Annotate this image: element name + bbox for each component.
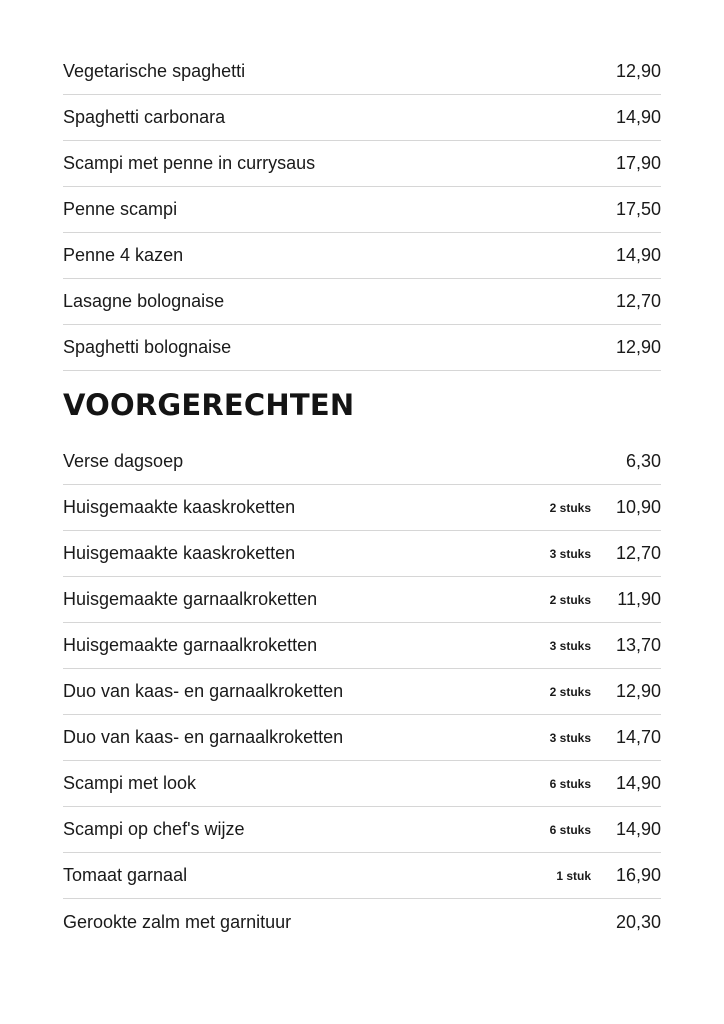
menu-item xyxy=(63,761,661,807)
menu-item-name: Penne 4 kazen xyxy=(63,245,184,265)
menu-item-quantity: 3 stuks xyxy=(549,730,591,745)
menu-item-price: 11,90 xyxy=(617,589,661,609)
menu-item-name: Vegetarische spaghetti xyxy=(63,61,246,81)
menu-item-name: Scampi op chef's wijze xyxy=(63,819,245,839)
menu-item-quantity: 2 stuks xyxy=(549,592,591,607)
menu-item xyxy=(63,233,661,279)
menu-item-price: 20,30 xyxy=(615,911,661,932)
menu-item-price: 12,70 xyxy=(615,291,661,311)
menu-item xyxy=(63,95,661,141)
menu-item xyxy=(63,623,661,669)
menu-item-name: Duo van kaas- en garnaalkroketten xyxy=(63,727,344,747)
menu-item xyxy=(63,141,661,187)
menu-item-name: Penne scampi xyxy=(63,199,178,219)
menu-item xyxy=(63,577,661,623)
voorgerechten-list xyxy=(63,439,661,945)
menu-item xyxy=(63,715,661,761)
menu-item-quantity: 3 stuks xyxy=(549,638,591,653)
menu-item-price: 14,90 xyxy=(615,819,661,839)
menu-item-quantity: 1 stuk xyxy=(556,868,591,883)
menu-item-quantity: 2 stuks xyxy=(549,500,591,515)
menu-item-quantity: 2 stuks xyxy=(549,684,591,699)
menu-item-name: Tomaat garnaal xyxy=(63,865,188,885)
menu-item-name: Huisgemaakte garnaalkroketten xyxy=(63,589,318,609)
menu-item-price: 12,90 xyxy=(615,681,661,701)
menu-item-name: Gerookte zalm met garnituur xyxy=(63,911,292,932)
menu-item-price: 6,30 xyxy=(625,451,661,471)
menu-item xyxy=(63,669,661,715)
menu-item-price: 10,90 xyxy=(615,497,661,517)
menu-item-quantity: 3 stuks xyxy=(549,546,591,561)
menu-item-price: 17,90 xyxy=(615,153,661,173)
menu-item xyxy=(63,853,661,899)
menu-item xyxy=(63,49,661,95)
menu-item xyxy=(63,325,661,371)
menu-page xyxy=(63,49,661,945)
menu-item-price: 14,90 xyxy=(615,245,661,265)
menu-item-name: Lasagne bolognaise xyxy=(63,291,225,311)
menu-item xyxy=(63,279,661,325)
menu-item xyxy=(63,531,661,577)
menu-item-price: 14,90 xyxy=(615,773,661,793)
section-title-voorgerechten: VOORGERECHTEN xyxy=(63,388,355,422)
pasta-list xyxy=(63,49,661,371)
menu-item-price: 12,90 xyxy=(615,61,661,81)
menu-item-name: Spaghetti bolognaise xyxy=(63,337,232,357)
menu-item-quantity: 6 stuks xyxy=(549,822,591,837)
menu-item-name: Scampi met penne in currysaus xyxy=(63,153,316,173)
menu-item-price: 13,70 xyxy=(615,635,661,655)
menu-item xyxy=(63,439,661,485)
menu-item-price: 17,50 xyxy=(615,199,661,219)
menu-item xyxy=(63,807,661,853)
menu-item-name: Huisgemaakte garnaalkroketten xyxy=(63,635,318,655)
menu-item xyxy=(63,187,661,233)
menu-item-name: Verse dagsoep xyxy=(63,451,184,471)
menu-item-name: Scampi met look xyxy=(63,773,197,793)
menu-item-name: Duo van kaas- en garnaalkroketten xyxy=(63,681,344,701)
menu-item-price: 14,70 xyxy=(615,727,661,747)
menu-item-price: 16,90 xyxy=(615,865,661,885)
menu-item-price: 12,70 xyxy=(615,543,661,563)
menu-item xyxy=(63,899,661,945)
menu-item-price: 12,90 xyxy=(615,337,661,357)
menu-item-name: Spaghetti carbonara xyxy=(63,107,226,127)
menu-item-price: 14,90 xyxy=(615,107,661,127)
menu-item-name: Huisgemaakte kaaskroketten xyxy=(63,543,296,563)
menu-item xyxy=(63,485,661,531)
menu-item-name: Huisgemaakte kaaskroketten xyxy=(63,497,296,517)
menu-item-quantity: 6 stuks xyxy=(549,776,591,791)
